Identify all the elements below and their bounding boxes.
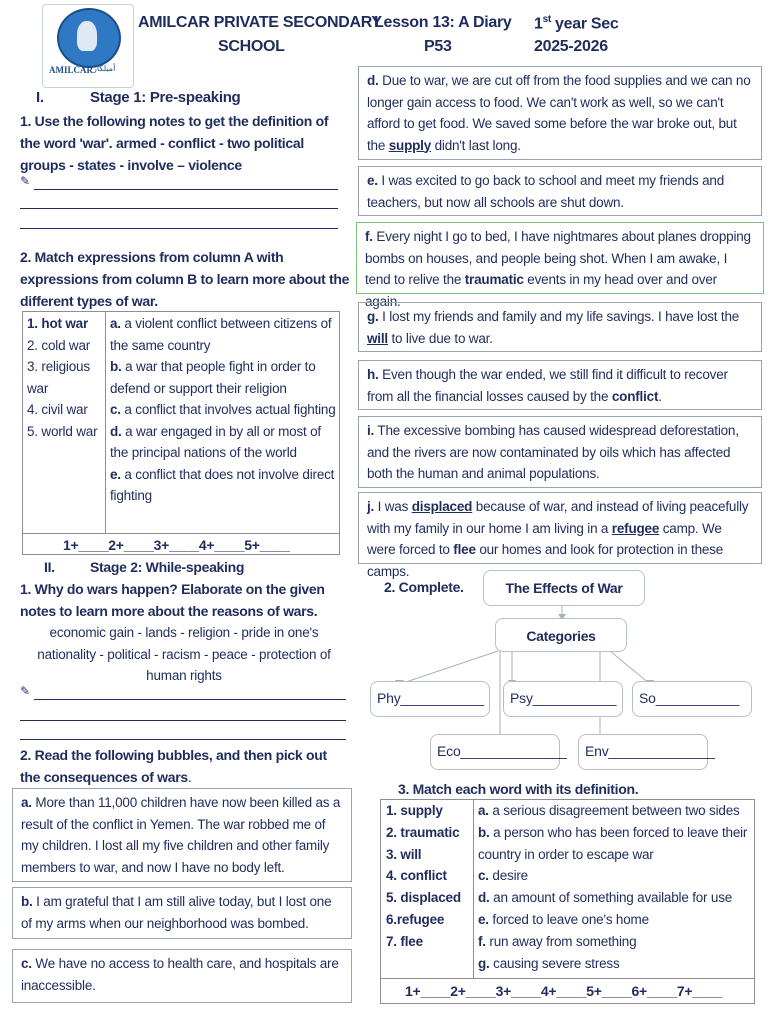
answer-row[interactable]: 1+____2+____3+____4+____5+____ — [63, 537, 290, 553]
bubble-f: f. Every night I go to bed, I have nightmares about planes dropping bombs on houses, and people being shot. When I am awake, I tend to relive the traumatic events in my head over and over again. — [356, 222, 764, 294]
category-social[interactable]: So___________ — [632, 681, 752, 717]
school-name-line2: SCHOOL — [218, 38, 285, 55]
bubble-b: b. I am grateful that I am still alive today, but I lost one of my arms when our neighborhood was bombed. — [12, 887, 352, 939]
answer-row-divider — [381, 978, 754, 979]
bubble-c: c. We have no access to health care, and hospitals are inaccessible. — [12, 949, 352, 1003]
logo-text: AMILCAR — [49, 65, 93, 75]
bubble-j: j. I was displaced because of war, and instead of living peacefully with my family in our home I am living in a refugee camp. We were forced to flee our homes and look for protection in these camps. — [358, 492, 762, 564]
match-table — [380, 799, 755, 1004]
bubble-d: d. Due to war, we are cut off from the food supplies and we can no longer gain access to food. We can't work as well, so we can't afford to get food. We saved some before the war broke out, but the supply didn't last long. — [358, 66, 762, 160]
column-b-item: c. a conflict that involves actual fighting — [110, 402, 336, 417]
column-a-item: 3. religious war — [27, 359, 90, 396]
stage1-title: Stage 1: Pre-speaking — [90, 89, 241, 106]
stage2-title: Stage 2: While-speaking — [90, 559, 245, 575]
column-a-item: 4. civil war — [27, 402, 88, 417]
lesson-title: Lesson 13: A Diary — [374, 14, 512, 31]
bubble-h: h. Even though the war ended, we still find it difficult to recover from all the financial losses caused by the conflict. — [358, 360, 762, 410]
column-divider — [473, 800, 474, 978]
column-b-item: e. a conflict that does not involve direct fighting — [110, 466, 335, 503]
match-def: f. run away from something — [478, 933, 637, 949]
column-b-item: d. a war engaged in by all or most of the principal nations of the world — [110, 423, 321, 460]
stage2-question2: 2. Read the following bubbles, and then pick out the consequences of wars. — [20, 747, 327, 785]
pencil-icon: ✎ — [20, 174, 31, 188]
pencil-icon: ✎ — [20, 684, 31, 698]
answer-row[interactable]: 1+____2+____3+____4+____5+____6+____7+____ — [405, 983, 723, 999]
effects-of-war-node: The Effects of War — [483, 570, 645, 606]
school-year-span: 2025-2026 — [534, 38, 608, 55]
bubble-g: g. I lost my friends and family and my life savings. I have lost the will to live due to war. — [358, 302, 762, 352]
category-physical[interactable]: Phy___________ — [370, 681, 490, 717]
column-b-item: b. a war that people fight in order to defend or support their religion — [110, 359, 316, 396]
match-definitions — [478, 800, 750, 974]
lesson-page: P53 — [424, 38, 452, 55]
stage1-numeral: I. — [36, 89, 44, 106]
stage1-question1: 1. Use the following notes to get the definition of the word 'war'. armed - conflict - two political groups - states - involve – violence — [20, 113, 329, 173]
match-question: 3. Match each word with its definition. — [398, 781, 639, 797]
category-psychological[interactable]: Psy___________ — [503, 681, 623, 717]
match-word: 3. will — [386, 846, 422, 862]
match-word: 2. traumatic — [386, 824, 460, 840]
category-environmental[interactable]: Env______________ — [578, 734, 708, 770]
column-b-item: a. a violent conflict between citizens of the same country — [110, 316, 332, 353]
bubble-e: e. I was excited to go back to school and meet my friends and teachers, but now all schools are shut down. — [358, 166, 762, 216]
bubble-i: i. The excessive bombing has caused widespread deforestation, and the rivers are now contaminated by oils which has affected both the human and animal populations. — [358, 416, 762, 488]
complete-label: 2. Complete. — [384, 579, 464, 595]
match-def: g. causing severe stress — [478, 955, 620, 971]
match-word: 6.refugee — [386, 911, 445, 927]
match-word: 1. supply — [386, 803, 443, 818]
bubble-a: a. More than 11,000 children have now been killed as a result of the conflict in Yemen. The war robbed me of my children. I lost all my five children and other family members to war, and now I have no body left. — [12, 788, 352, 882]
match-def: d. an amount of something available for use — [478, 890, 733, 906]
match-word: 5. displaced — [386, 890, 461, 906]
stage2-question1: 1. Why do wars happen? Elaborate on the given notes to learn more about the reasons of wars. — [20, 581, 325, 619]
category-economic[interactable]: Eco______________ — [430, 734, 560, 770]
school-year-level: 1st year Sec — [534, 14, 619, 33]
match-def: e. forced to leave one's home — [478, 911, 649, 927]
match-word: 7. flee — [386, 933, 423, 949]
school-name-line1: AMILCAR PRIVATE SECONDARY — [138, 14, 382, 31]
match-def: b. a person who has been forced to leave their country in order to escape war — [478, 824, 748, 862]
reasons-notes: economic gain - lands - religion - pride in one's nationality - political - racism - peace - protection of human rights — [37, 625, 331, 683]
match-def: a. a serious disagreement between two sides — [478, 803, 740, 818]
categories-node: Categories — [495, 618, 627, 652]
logo-arabic: أميلكار — [93, 64, 116, 73]
column-a-item: 2. cold war — [27, 337, 91, 353]
match-def: c. desire — [478, 868, 528, 884]
column-a-item: 1. hot war — [27, 316, 89, 331]
stage1-question2: 2. Match expressions from column A with expressions from column B to learn more about the different types of war. — [20, 249, 350, 309]
match-words — [386, 800, 472, 953]
match-word: 4. conflict — [386, 868, 447, 884]
column-a-item: 5. world war — [27, 423, 98, 439]
stage2-numeral: II. — [44, 559, 55, 575]
